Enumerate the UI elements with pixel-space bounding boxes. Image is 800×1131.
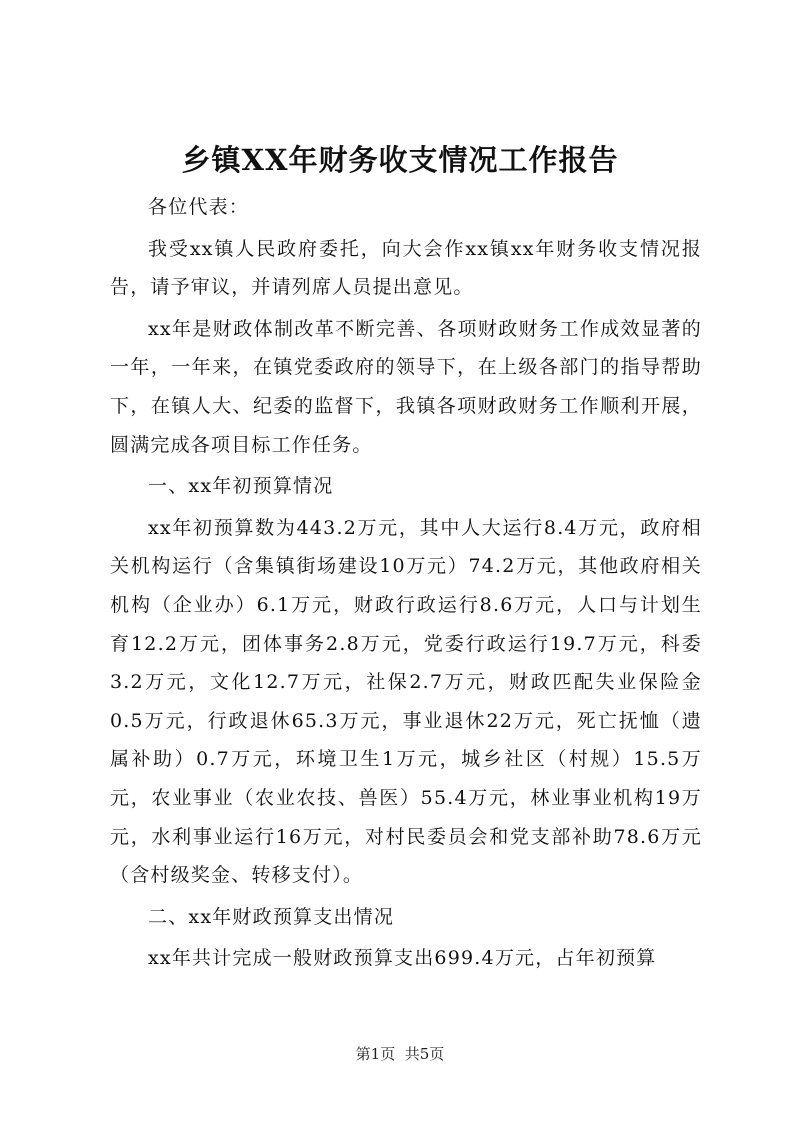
expenditure-paragraph: xx年共计完成一般财政预算支出699.4万元，占年初预算 [148, 947, 657, 970]
overview-paragraph: xx年是财政体制改革不断完善、各项财政财务工作成效显著的一年，一年来，在镇党委政府的领导下，在上级各部门的指导帮助下，在镇人大、纪委的监督下，我镇各项财政财务工作顺利开展，圆满完成各项目标工作任务。 [110, 317, 702, 456]
salutation-paragraph: 各位代表： [148, 196, 250, 218]
document-body [110, 188, 702, 981]
page-total: 共5页 [404, 1045, 445, 1063]
budget-paragraph: xx年初预算数为443.2万元，其中人大运行8.4万元，政府相关机构运行（含集镇街场建设10万元）74.2万元，其他政府相关机构（企业办）6.1万元，财政行政运行8.6万元，人口与计划生育12.2万元，团体事务2.8万元，党委行政运行19.7万元，科委3.2万元，文化12.7万元，社保2.7万元，财政匹配失业保险金0.5万元，行政退休65.3万元，事业退休22万元，死亡抚恤（遗属补助）0.7万元，环境卫生1万元，城乡社区（村规）15.5万元，农业事业（农业农技、兽医）55.4万元，林业事业机构19万元，水利事业运行16万元，对村民委员会和党支部补助78.6万元（含村级奖金、转移支付）。 [110, 516, 702, 887]
page-footer [0, 1044, 800, 1064]
page-number: 第1页 [355, 1045, 396, 1063]
intro-paragraph: 我受xx镇人民政府委托，向大会作xx镇xx年财务收支情况报告，请予审议，并请列席人员提出意见。 [110, 237, 702, 299]
section-heading-2: 二、xx年财政预算支出情况 [148, 905, 395, 928]
section-heading-1: 一、xx年初预算情况 [148, 475, 334, 498]
document-title: 乡镇XX年财务收支情况工作报告 [181, 143, 619, 177]
